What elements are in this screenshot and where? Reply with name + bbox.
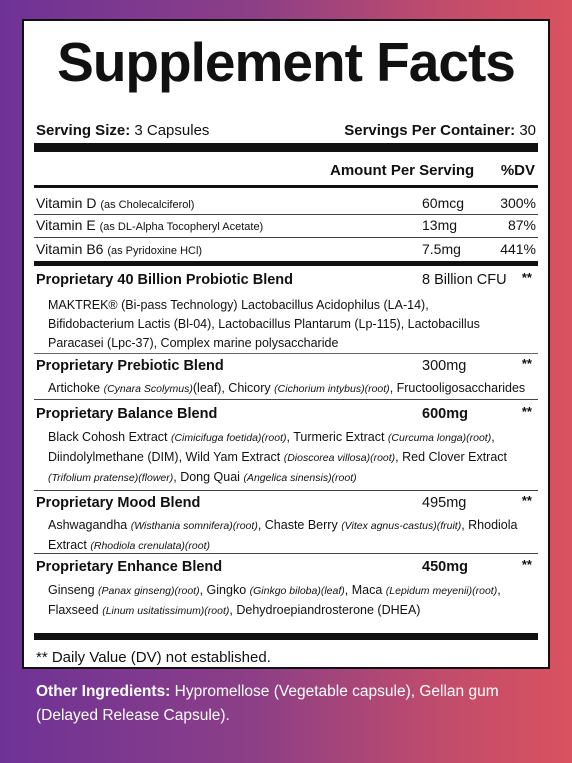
latin-name: (Ginkgo biloba)(leaf) <box>249 585 345 597</box>
latin-name: (Trifolium pratense)(flower) <box>48 472 174 484</box>
panel-title: Supplement Facts <box>57 31 515 93</box>
blend-ingredients: Black Cohosh Extract (Cimicifuga foetida)(root), Turmeric Extract (Curcuma longa)(root), Diindolylmethane (DIM), Wild Yam Extract (Dioscorea villosa)(root), Red Clover Extract (Trifolium pratense)(flower), Dong Quai (Angelica sinensis)(root) <box>48 430 508 484</box>
latin-name: (Angelica sinensis)(root) <box>243 472 357 484</box>
blend-ingredients: Ginseng (Panax ginseng)(root), Gingko (Ginkgo biloba)(leaf), Maca (Lepidum meyenii)(root), Flaxseed (Linum usitatissimum)(root), Dehydroepiandrosterone (DHEA) <box>48 583 501 617</box>
other-ingredients-label: Other Ingredients: <box>36 683 171 700</box>
other-ingredients <box>36 680 556 728</box>
dv-header: %DV <box>500 162 535 179</box>
supplement-facts-panel: Supplement Facts Serving Size: 3 Capsules Servings Per Container: 30 Amount Per Serving %DV Vitamin D (as Cholecalciferol) 60mcg 300% Vitamin E (as DL-Alpha Tocopheryl Acetate) 13mg 87% Vitamin B6 (as Pyridoxine HCl) 7.5mg 441% Proprietary 40 Billion Probiotic Blend 8 Billion CFU ** MAKTREK® (Bi-pass Technology) Lactobacillus Acidophilus (LA-14), Bifidobacterium Lactis (Bl-04), Lactobacillus Plantarum (Lp-115), Lactobacillus Paracasei (Lpc-37), Complex marine polysaccharide Proprietary Prebiotic Blend 300mg ** Artichoke (Cynara Scolymus)(leaf), Chicory (Cichorium intybus)(root), Fructooligosaccharides Proprietary Balance Blend 600mg ** Black Cohosh Extract (Cimicifuga foetida)(root), Turmeric Extract (Curcuma longa)(root), Diindolylmethane (DIM), Wild Yam Extract (Dioscorea villosa)(root), Red Clover Extract (Trifolium pratense)(flower), Dong Quai (Angelica sinensis)(root) Proprietary Mood Blend 495mg ** Ashwagandha (Wisthania somnifera)(root), Chaste Berry (Vitex agnus-castus)(fruit), Rhodiola Extract (Rhodiola crenulata)(root) Proprietary Enhance Blend 450mg ** Ginseng (Panax ginseng)(root), Gingko (Ginkgo biloba)(leaf), Maca (Lepidum meyenii)(root), Flaxseed (Linum usitatissimum)(root), Dehydroepiandrosterone (DHEA) ** Daily Value (DV) not established. <box>22 19 550 669</box>
blend-ingredients: Ashwagandha (Wisthania somnifera)(root), Chaste Berry (Vitex agnus-castus)(fruit), Rhodiola Extract (Rhodiola crenulata)(root) <box>48 518 518 552</box>
row-divider <box>34 214 538 215</box>
row-divider <box>34 399 538 400</box>
footnote: ** Daily Value (DV) not established. <box>36 649 271 666</box>
row-divider <box>34 353 538 354</box>
latin-name: (Vitex agnus-castus)(fruit) <box>341 520 462 532</box>
serving-size: Serving Size: 3 Capsules <box>36 122 210 139</box>
latin-name: (Cimicifuga foetida)(root) <box>170 432 287 444</box>
other-ingredients-text: Hypromellose (Vegetable capsule), Gellan gum (Delayed Release Capsule). <box>36 683 499 724</box>
latin-name: (Cichorium intybus)(root) <box>274 383 390 395</box>
blend-ingredients: Artichoke (Cynara Scolymus)(leaf), Chicory (Cichorium intybus)(root), Fructooligosaccharides <box>48 381 526 395</box>
latin-name: (Rhodiola crenulata)(root) <box>90 540 211 552</box>
latin-name: (Curcuma longa)(root) <box>387 432 492 444</box>
header-divider <box>34 185 538 188</box>
latin-name: (Linum usitatissimum)(root) <box>102 605 230 617</box>
latin-name: (Dioscorea villosa)(root) <box>283 452 396 464</box>
row-divider <box>34 553 538 554</box>
servings-per-container: Servings Per Container: 30 <box>344 122 536 139</box>
section-divider <box>34 261 538 266</box>
latin-name: (Wisthania somnifera)(root) <box>130 520 258 532</box>
latin-name: (Cynara Scolymus) <box>103 383 193 395</box>
thick-divider <box>34 143 538 152</box>
blend-ingredients: MAKTREK® (Bi-pass Technology) Lactobacillus Acidophilus (LA-14), Bifidobacterium Lactis (Bl-04), Lactobacillus Plantarum (Lp-115), Lactobacillus Paracasei (Lpc-37), Complex marine polysaccharide <box>48 298 480 350</box>
row-divider <box>34 237 538 238</box>
serving-info <box>36 122 536 139</box>
latin-name: (Lepidum meyenii)(root) <box>385 585 498 597</box>
amount-header: Amount Per Serving <box>330 162 475 179</box>
bottom-divider <box>34 633 538 640</box>
row-divider <box>34 490 538 491</box>
latin-name: (Panax ginseng)(root) <box>98 585 200 597</box>
